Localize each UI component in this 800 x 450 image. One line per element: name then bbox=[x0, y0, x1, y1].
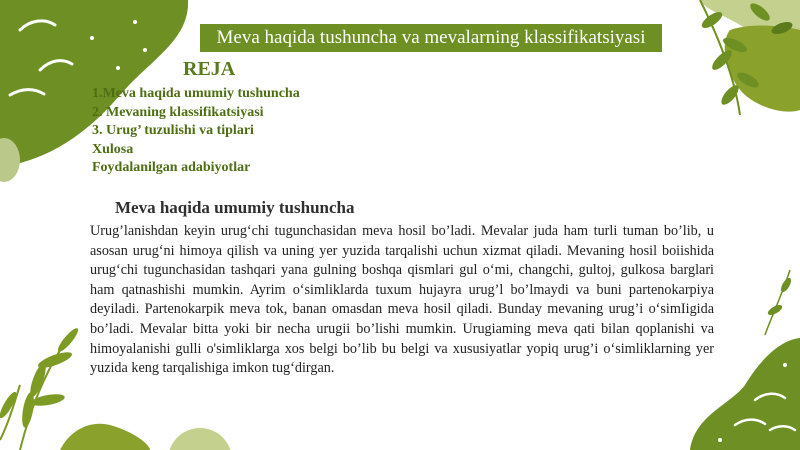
plan-item: Foydalanilgan adabiyotlar bbox=[92, 160, 251, 175]
plan-item: 2. Mevaning klassifikatsiyasi bbox=[92, 104, 264, 120]
body-paragraph: Urug’lanishdan keyin urug‘chi tugunchasidan meva hosil bo’ladi. Mevalar juda ham turli tuman bo’lib, u asosan urug‘ni himoya qilish va uning yer yuzida tarqalishi uchun xizmat qiladi. Mevaning hosil boiishida urug‘chi tugunchasidan tashqari yana gulning boshqa qismlari gul o‘mi, changchi, gultoj, gulkosa barglari ham qatnashishi mumkin. Ayrim o‘simliklarda tuxum hujayra urug’l bo’lmaydi va buni partenokarpiya deyiladi. Partenokarpik meva tok, banan omasdan meva hosil qiladi. Bunday mevaning urug’i o‘simIigida bo’ladi. Mevalar bitta yoki bir necha urugii bo’lishi mumkin. Urugiaming meva qati bilan qoplanishi va himoyalanishi gulli o'simliklarga xos belgi bo’lib bu belgi va xususiyatlar yopiq urug’i o‘simliklarning yer yuzida keng tarqalishiga imkon tug‘dirgan. bbox=[90, 223, 714, 377]
plan-item: 3. Urug’ tuzulishi va tiplari bbox=[92, 123, 254, 138]
plan-list bbox=[92, 85, 300, 178]
top-right-blob bbox=[725, 26, 800, 112]
slide-title: Meva haqida tushuncha va mevalarning klassifikatsiyasi bbox=[216, 27, 646, 48]
section-heading: Meva haqida umumiy tushuncha bbox=[115, 198, 355, 217]
plan-item: Xulosa bbox=[92, 141, 134, 157]
right-side-leaf bbox=[765, 270, 793, 335]
bottom-left-leaf-spray bbox=[0, 326, 81, 450]
bottom-center-blob bbox=[168, 428, 232, 450]
plan-item: 1.Meva haqida umumiy tushuncha bbox=[92, 86, 300, 101]
plan-heading: REJA bbox=[183, 58, 236, 80]
slide-title-bar bbox=[200, 24, 662, 52]
bottom-left-blob bbox=[60, 424, 150, 450]
